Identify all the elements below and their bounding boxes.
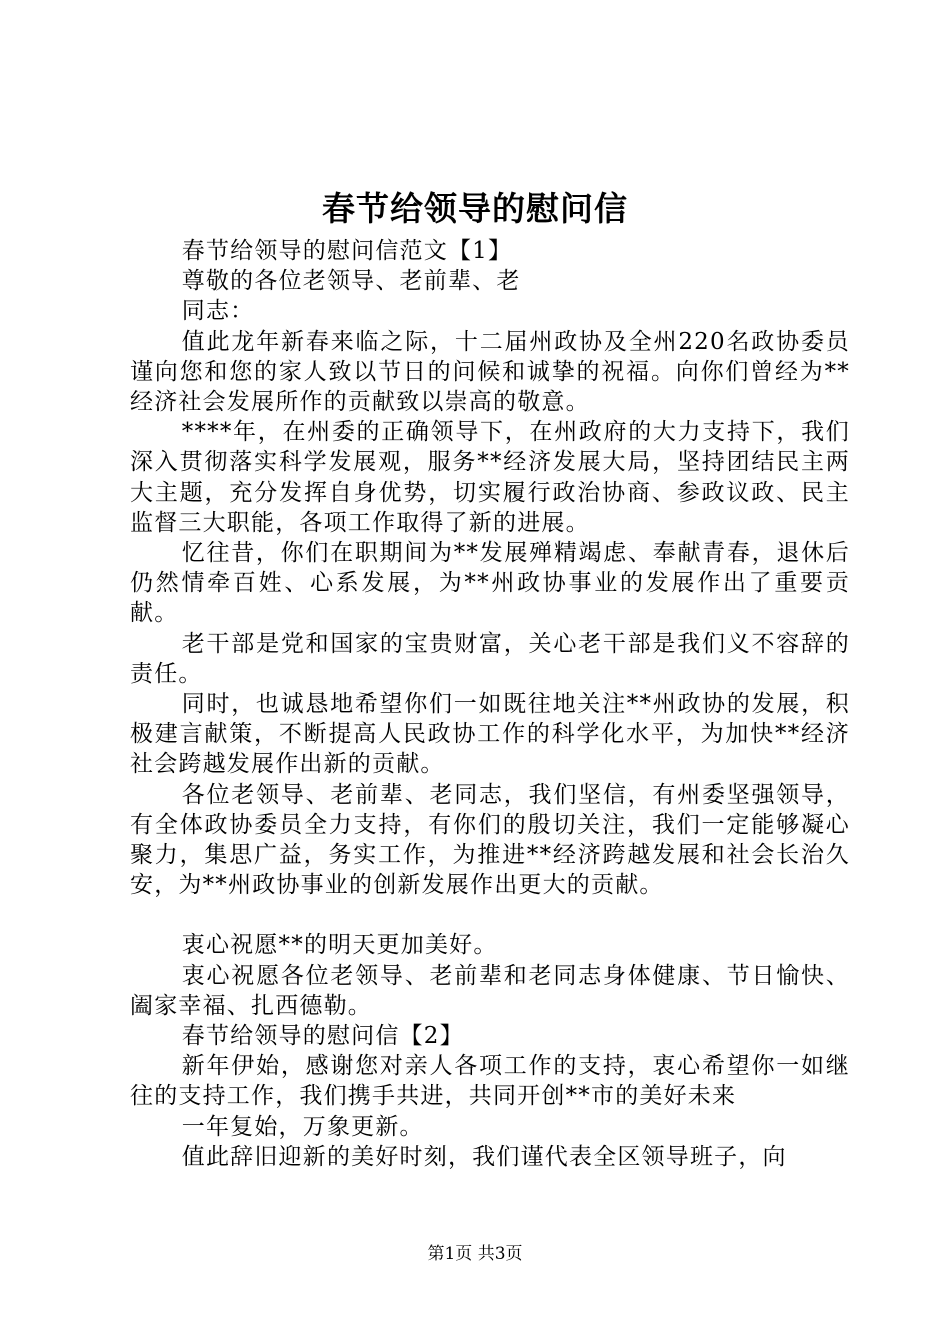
paragraph-subtitle-1: 春节给领导的慰问信范文【1】 xyxy=(181,238,513,264)
paragraph: 衷心祝愿各位老领导、老前辈和老同志身体健康、节日愉快、阖家幸福、扎西德勒。 xyxy=(130,962,850,1019)
paragraph-subtitle-2: 春节给领导的慰问信【2】 xyxy=(181,1023,464,1050)
paragraph-spacer xyxy=(130,900,850,930)
paragraph: ****年，在州委的正确领导下，在州政府的大力支持下，我们深入贯彻落实科学发展观，服务**经济发展大局，坚持团结民主两大主题，充分发挥自身优势，切实履行政治协商、参政议政、民主监督三大职能，各项工作取得了新的进展。 xyxy=(130,419,850,536)
paragraph: 值此辞旧迎新的美好时刻，我们谨代表全区领导班子，向 xyxy=(181,1143,787,1170)
paragraph: 同时，也诚恳地希望你们一如既往地关注**州政协的发展，积极建言献策，不断提高人民政协工作的科学化水平，为加快**经济社会跨越发展作出新的贡献。 xyxy=(130,691,850,778)
paragraph: 各位老领导、老前辈、老同志，我们坚信，有州委坚强领导，有全体政协委员全力支持，有你们的殷切关注，我们一定能够凝心聚力，集思广益，务实工作，为推进**经济跨越发展和社会长治久安，为**州政协事业的创新发展作出更大的贡献。 xyxy=(130,781,850,899)
document-title: 春节给领导的慰问信 xyxy=(322,189,628,228)
page-number: 第1页 共3页 xyxy=(427,1244,523,1264)
paragraph: 新年伊始，感谢您对亲人各项工作的支持，衷心希望你一如继往的支持工作，我们携手共进，共同开创**市的美好未来 xyxy=(130,1053,850,1110)
paragraph: 忆往昔，你们在职期间为**发展殚精竭虑、奉献青春，退休后仍然情牵百姓、心系发展，为**州政协事业的发展作出了重要贡献。 xyxy=(130,540,850,627)
paragraph-salutation-cont: 同志： xyxy=(181,298,255,325)
document-body xyxy=(130,236,850,1172)
paragraph: 值此龙年新春来临之际，十二届州政协及全州220名政协委员谨向您和您的家人致以节日的问候和诚挚的祝福。向你们曾经为**经济社会发展所作的贡献致以崇高的敬意。 xyxy=(130,328,850,416)
paragraph: 老干部是党和国家的宝贵财富，关心老干部是我们义不容辞的责任。 xyxy=(130,630,850,687)
paragraph-salutation: 尊敬的各位老领导、老前辈、老 xyxy=(181,268,521,295)
paragraph: 衷心祝愿**的明天更加美好。 xyxy=(181,932,498,959)
paragraph: 一年复始，万象更新。 xyxy=(181,1113,424,1140)
